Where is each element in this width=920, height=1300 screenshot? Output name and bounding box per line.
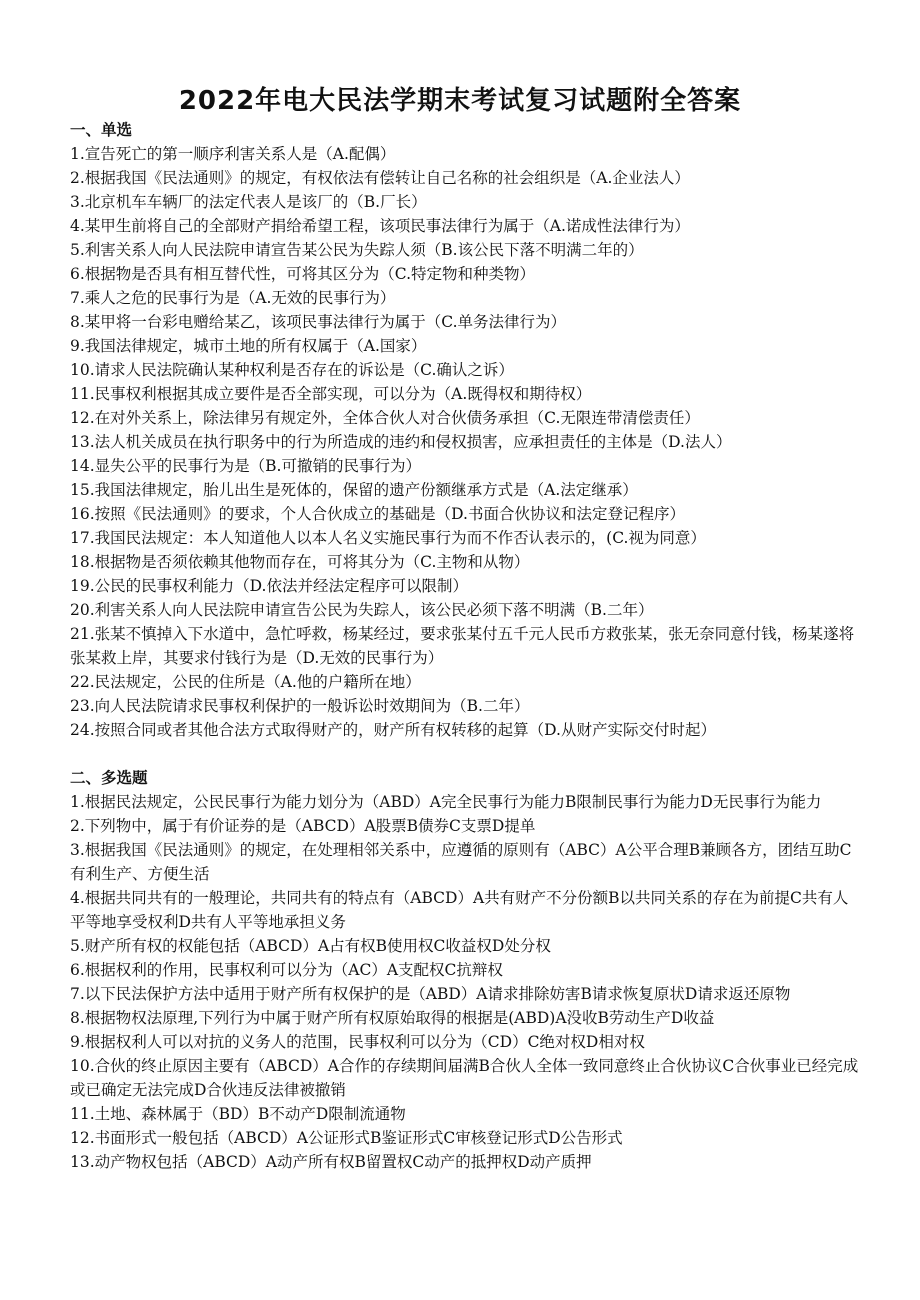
question-item: 13.动产物权包括（ABCD）A动产所有权B留置权C动产的抵押权D动产质押 [70, 1153, 592, 1171]
question-item: 9.我国法律规定，城市土地的所有权属于（A.国家） [70, 337, 427, 355]
question-item: 8.根据物权法原理,下列行为中属于财产所有权原始取得的根据是(ABD)A没收B劳动生产D收益 [70, 1009, 715, 1027]
question-item: 24.按照合同或者其他合法方式取得财产的，财产所有权转移的起算（D.从财产实际交付时起） [70, 721, 716, 739]
question-item: 18.根据物是否须依赖其他物而存在，可将其分为（C.主物和从物） [70, 553, 530, 571]
question-item: 11.土地、森林属于（BD）B不动产D限制流通物 [70, 1105, 406, 1123]
question-item: 17.我国民法规定：本人知道他人以本人名义实施民事行为而不作否认表示的，(C.视为同意） [70, 529, 706, 547]
question-item: 7.以下民法保护方法中适用于财产所有权保护的是（ABD）A请求排除妨害B请求恢复原状D请求返还原物 [70, 985, 791, 1003]
question-item: 12.书面形式一般包括（ABCD）A公证形式B鉴证形式C审核登记形式D公告形式 [70, 1129, 623, 1147]
question-item: 5.财产所有权的权能包括（ABCD）A占有权B使用权C收益权D处分权 [70, 937, 551, 955]
section-single-choice [70, 118, 860, 742]
question-item: 10.请求人民法院确认某种权利是否存在的诉讼是（C.确认之诉） [70, 361, 514, 379]
question-item: 23.向人民法院请求民事权利保护的一般诉讼时效期间为（B.二年） [70, 697, 530, 715]
question-item: 7.乘人之危的民事行为是（A.无效的民事行为） [70, 289, 396, 307]
question-item: 4.根据共同共有的一般理论，共同共有的特点有（ABCD）A共有财产不分份额B以共同关系的存在为前提C共有人平等地享受权利D共有人平等地承担义务 [70, 889, 849, 931]
question-item: 8.某甲将一台彩电赠给某乙，该项民事法律行为属于（C.单务法律行为） [70, 313, 567, 331]
question-item: 4.某甲生前将自己的全部财产捐给希望工程，该项民事法律行为属于（A.诺成性法律行为） [70, 217, 690, 235]
question-item: 11.民事权利根据其成立要件是否全部实现，可以分为（A.既得权和期待权） [70, 385, 592, 403]
question-item: 9.根据权利人可以对抗的义务人的范围，民事权利可以分为（CD）C绝对权D相对权 [70, 1033, 645, 1051]
section-multiple-choice [70, 766, 860, 1174]
section-heading: 一、单选 [70, 121, 133, 139]
question-item: 2.下列物中，属于有价证券的是（ABCD）A股票B债券C支票D提单 [70, 817, 536, 835]
question-item: 2.根据我国《民法通则》的规定，有权依法有偿转让自己名称的社会组织是（A.企业法人） [70, 169, 690, 187]
question-item: 10.合伙的终止原因主要有（ABCD）A合作的存续期间届满B合伙人全体一致同意终止合伙协议C合伙事业已经完成或已确定无法完成D合伙违反法律被撤销 [70, 1057, 859, 1099]
question-item: 13.法人机关成员在执行职务中的行为所造成的违约和侵权损害，应承担责任的主体是（D.法人） [70, 433, 732, 451]
question-item: 6.根据物是否具有相互替代性，可将其区分为（C.特定物和种类物） [70, 265, 536, 283]
question-item: 14.显失公平的民事行为是（B.可撤销的民事行为） [70, 457, 421, 475]
question-item: 1.宣告死亡的第一顺序利害关系人是（A.配偶） [70, 145, 396, 163]
question-item: 5.利害关系人向人民法院申请宣告某公民为失踪人须（B.该公民下落不明满二年的） [70, 241, 644, 259]
question-item: 3.北京机车车辆厂的法定代表人是该厂的（B.厂长） [70, 193, 427, 211]
section-heading: 二、多选题 [70, 769, 148, 787]
question-item: 3.根据我国《民法通则》的规定，在处理相邻关系中，应遵循的原则有（ABC）A公平合理B兼顾各方，团结互助C有利生产、方便生活 [70, 841, 852, 883]
question-item: 16.按照《民法通则》的要求，个人合伙成立的基础是（D.书面合伙协议和法定登记程序） [70, 505, 685, 523]
question-item: 12.在对外关系上，除法律另有规定外，全体合伙人对合伙债务承担（C.无限连带清偿责任） [70, 409, 700, 427]
document-title: 2022年电大民法学期末考试复习试题附全答案 [178, 86, 742, 116]
question-item: 6.根据权利的作用，民事权利可以分为（AC）A支配权C抗辩权 [70, 961, 503, 979]
question-item: 15.我国法律规定，胎儿出生是死体的，保留的遗产份额继承方式是（A.法定继承） [70, 481, 638, 499]
question-item: 20.利害关系人向人民法院申请宣告公民为失踪人，该公民必须下落不明满（B.二年） [70, 601, 654, 619]
question-item: 19.公民的民事权利能力（D.依法并经法定程序可以限制） [70, 577, 468, 595]
question-item: 21.张某不慎掉入下水道中，急忙呼救，杨某经过，要求张某付五千元人民币方救张某，张无奈同意付钱，杨某遂将张某救上岸，其要求付钱行为是（D.无效的民事行为） [70, 625, 855, 667]
question-item: 22.民法规定，公民的住所是（A.他的户籍所在地） [70, 673, 421, 691]
question-item: 1.根据民法规定，公民民事行为能力划分为（ABD）A完全民事行为能力B限制民事行为能力D无民事行为能力 [70, 793, 822, 811]
